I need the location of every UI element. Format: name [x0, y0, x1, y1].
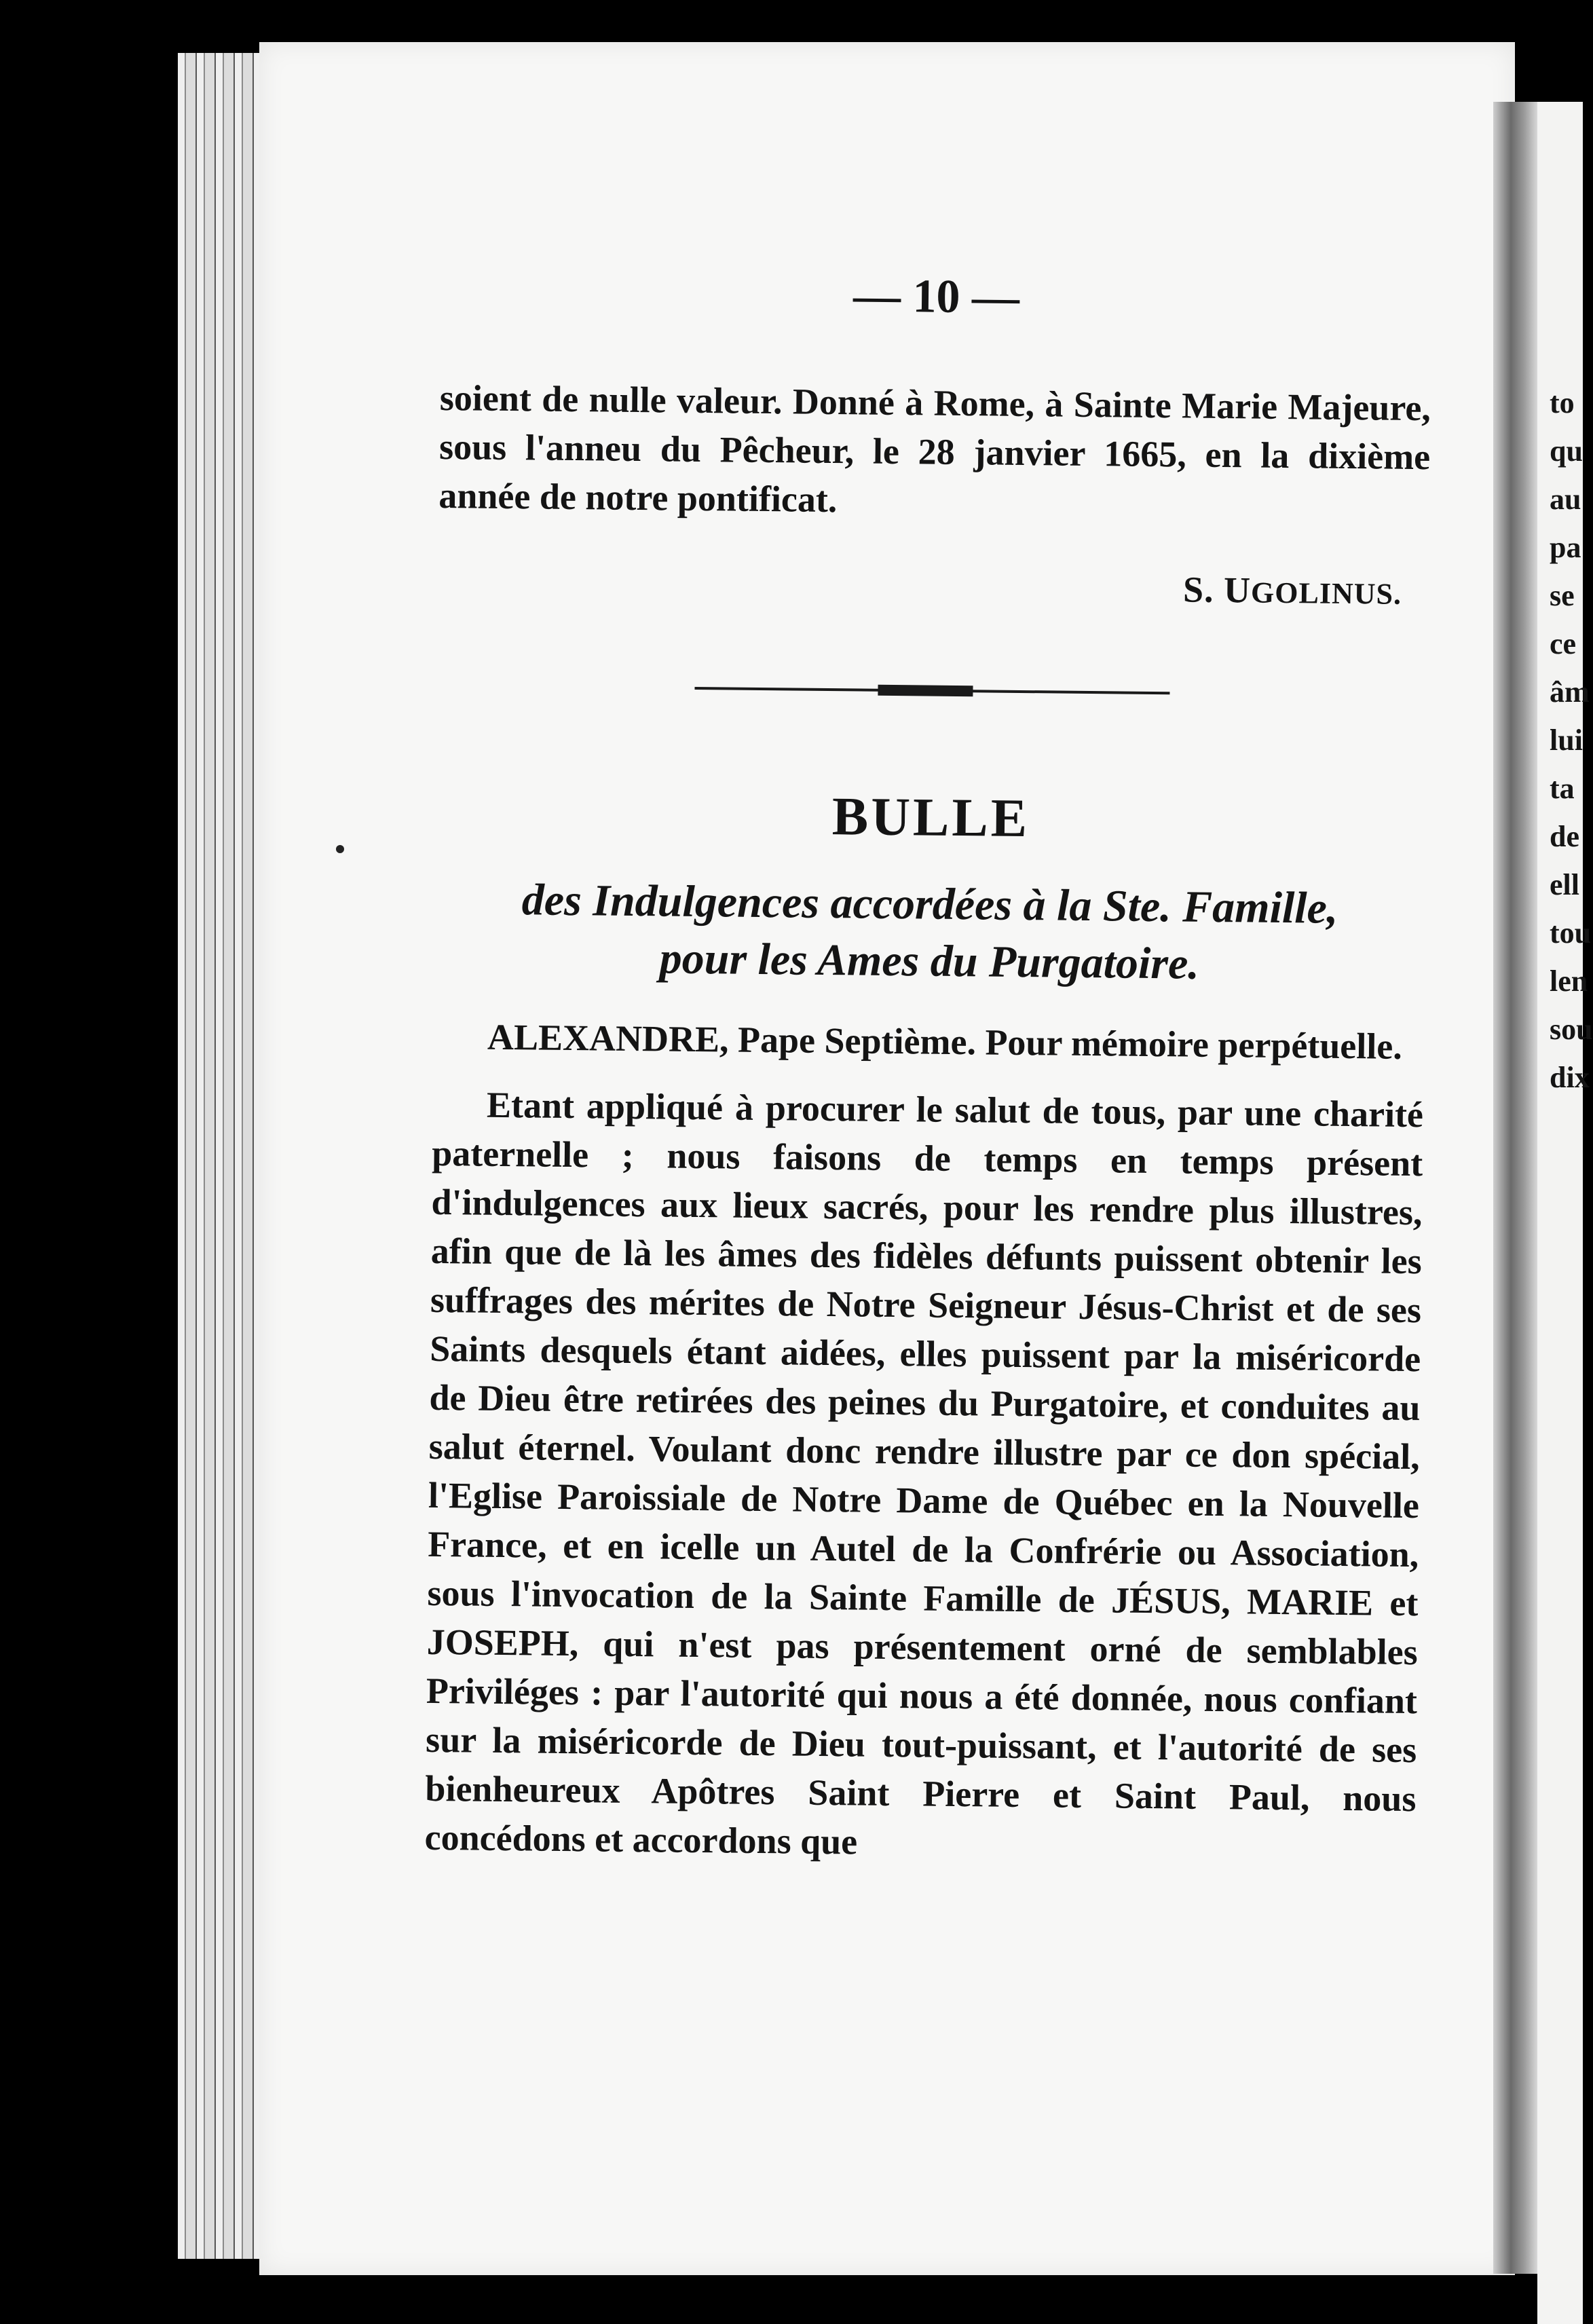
- right-fragment: se: [1550, 579, 1575, 612]
- opening-paragraph: ALEXANDRE, Pape Septième. Pour mémoire perpétuelle.: [487, 1016, 1403, 1067]
- signature-name: GOLINUS.: [1250, 576, 1402, 611]
- right-page-sliver: [1537, 102, 1593, 2324]
- closing-paragraph: soient de nulle valeur. Donné à Rome, à Sainte Marie Majeure, sous l'anneu du Pêcheur, le 28 janvier 1665, en la dixième année de notre pontificat.: [438, 377, 1431, 521]
- right-fragment: lui: [1550, 724, 1583, 757]
- subtitle-line-1: des Indulgences accordées à la Ste. Famille,: [521, 875, 1338, 933]
- page-number: — 10 —: [852, 269, 1020, 324]
- right-fragment: ce: [1550, 627, 1577, 660]
- right-fragment: qu: [1550, 434, 1583, 468]
- signature: [438, 561, 1402, 613]
- section-title: BULLE: [831, 787, 1030, 849]
- subtitle-line-2: pour les Ames du Purgatoire.: [659, 933, 1200, 989]
- right-fragment: len: [1550, 964, 1588, 998]
- right-fragment: au: [1550, 483, 1581, 516]
- section-subtitle: [434, 871, 1426, 995]
- right-fragment: to: [1550, 386, 1575, 419]
- right-fragment: ell: [1550, 868, 1579, 901]
- right-fragment: de: [1550, 820, 1579, 853]
- right-fragment: tou: [1550, 916, 1592, 950]
- right-fragment: ta: [1550, 772, 1575, 805]
- book-gutter: [1493, 102, 1537, 2274]
- section-divider: [694, 687, 1169, 694]
- page-content: [424, 265, 1432, 1872]
- right-fragment: âm: [1550, 675, 1590, 709]
- body-paragraph: Etant appliqué à procurer le salut de tous, par une charité paternelle ; nous faisons de temps en temps présent d'indulgences aux lieux sacrés, pour les rendre plus illustres, afin que de là les âmes des fidèles défunts puissent obtenir les suffrages des mérites de Notre Seigneur Jésus-Christ et de ses Saints desquels étant aidées, elles puissent par la miséricorde de Dieu être retirées des peines du Purgatoire, et conduites au salut éternel. Voulant donc rendre illustre par ce don spécial, l'Eglise Paroissiale de Notre Dame de Québec en la Nouvelle France, et en icelle un Autel de la Confrérie ou Association, sous l'invocation de la Sainte Famille de JÉSUS, MARIE et JOSEPH, qui n'est pas présentement orné de semblables Priviléges : par l'autorité qui nous a été donnée, nous confiant sur la miséricorde de Dieu tout-puissant, et l'autorité de ses bienheureux Apôtres Saint Pierre et Saint Paul, nous concédons et accordons que: [424, 1084, 1424, 1862]
- signature-initial: S. U: [1182, 569, 1252, 611]
- right-fragment: dix: [1550, 1061, 1590, 1094]
- ink-speck: [336, 845, 344, 853]
- right-fragment: sou: [1550, 1013, 1593, 1046]
- right-fragment: pa: [1550, 531, 1581, 564]
- left-page-edge: [178, 53, 259, 2259]
